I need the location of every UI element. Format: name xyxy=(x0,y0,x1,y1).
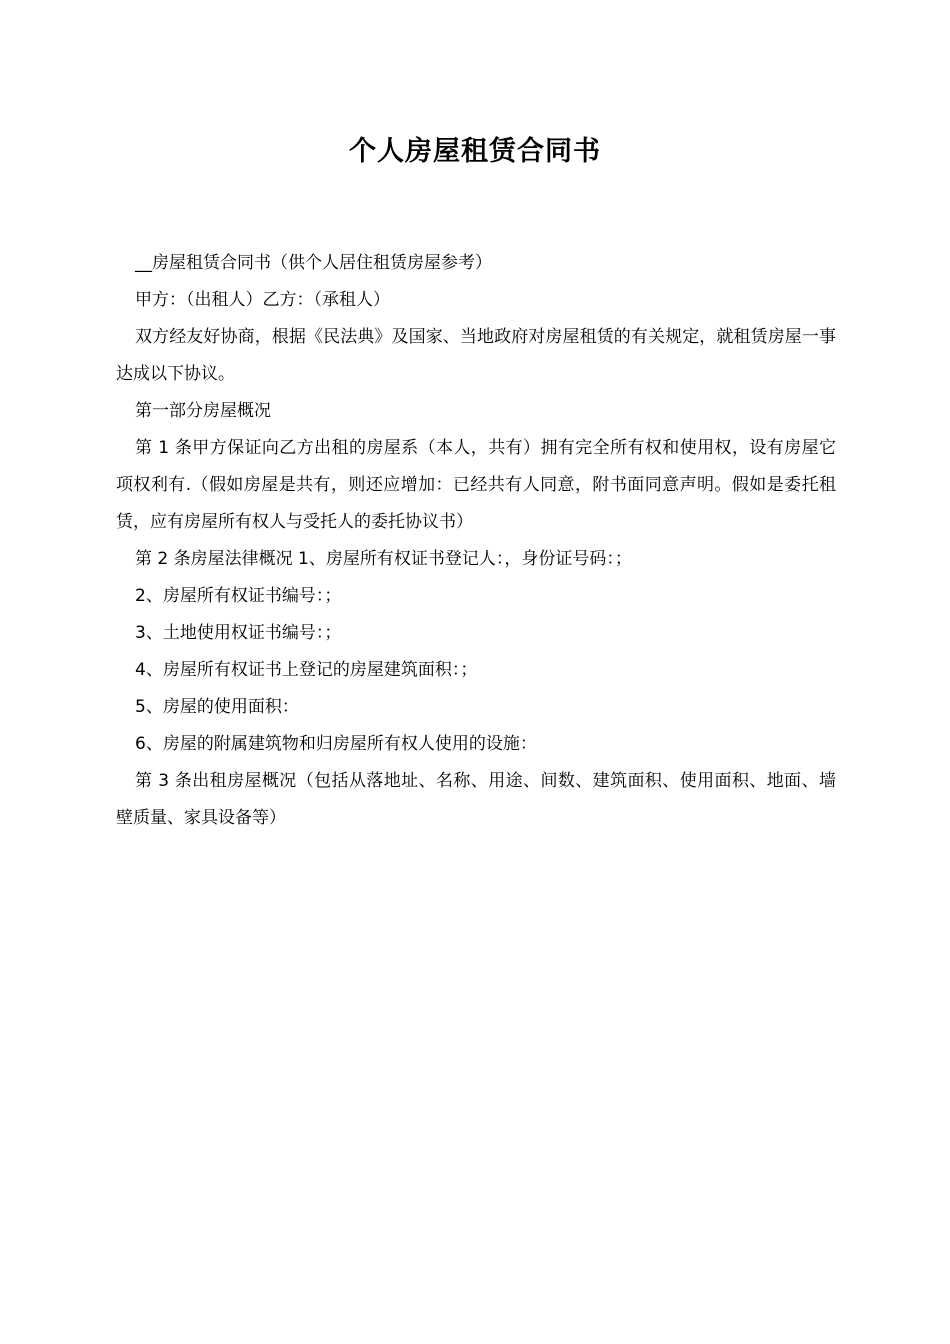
paragraph-item-3: 3、土地使用权证书编号：； xyxy=(135,623,342,643)
paragraph-section-heading: 第一部分房屋概况 xyxy=(135,401,271,421)
paragraph-article-3: 第 3 条出租房屋概况（包括从落地址、名称、用途、间数、建筑面积、使用面积、地面、墙壁质量、家具设备等） xyxy=(116,771,836,828)
paragraph-contract-subtitle: __房屋租赁合同书（供个人居住租赁房屋参考） xyxy=(135,253,492,273)
paragraph-item-6: 6、房屋的附属建筑物和归房屋所有权人使用的设施： xyxy=(135,734,537,754)
paragraph-item-5: 5、房屋的使用面积： xyxy=(135,697,299,717)
paragraph-item-4: 4、房屋所有权证书上登记的房屋建筑面积：； xyxy=(135,660,478,680)
paragraph-item-2: 2、房屋所有权证书编号：； xyxy=(135,586,342,606)
document-body xyxy=(116,245,836,837)
paragraph-preamble: 双方经友好协商，根据《民法典》及国家、当地政府对房屋租赁的有关规定，就租赁房屋一事达成以下协议。 xyxy=(116,327,836,384)
paragraph-article-2: 第 2 条房屋法律概况 1、房屋所有权证书登记人：，身份证号码：； xyxy=(135,549,632,569)
paragraph-article-1: 第 1 条甲方保证向乙方出租的房屋系（本人，共有）拥有完全所有权和使用权，设有房屋它项权利有.（假如房屋是共有，则还应增加：已经共有人同意，附书面同意声明。假如是委托租赁，应有房屋所有权人与受托人的委托协议书） xyxy=(116,438,836,532)
document-title: 个人房屋租赁合同书 xyxy=(349,136,601,167)
paragraph-parties: 甲方：（出租人）乙方：（承租人） xyxy=(135,290,390,310)
